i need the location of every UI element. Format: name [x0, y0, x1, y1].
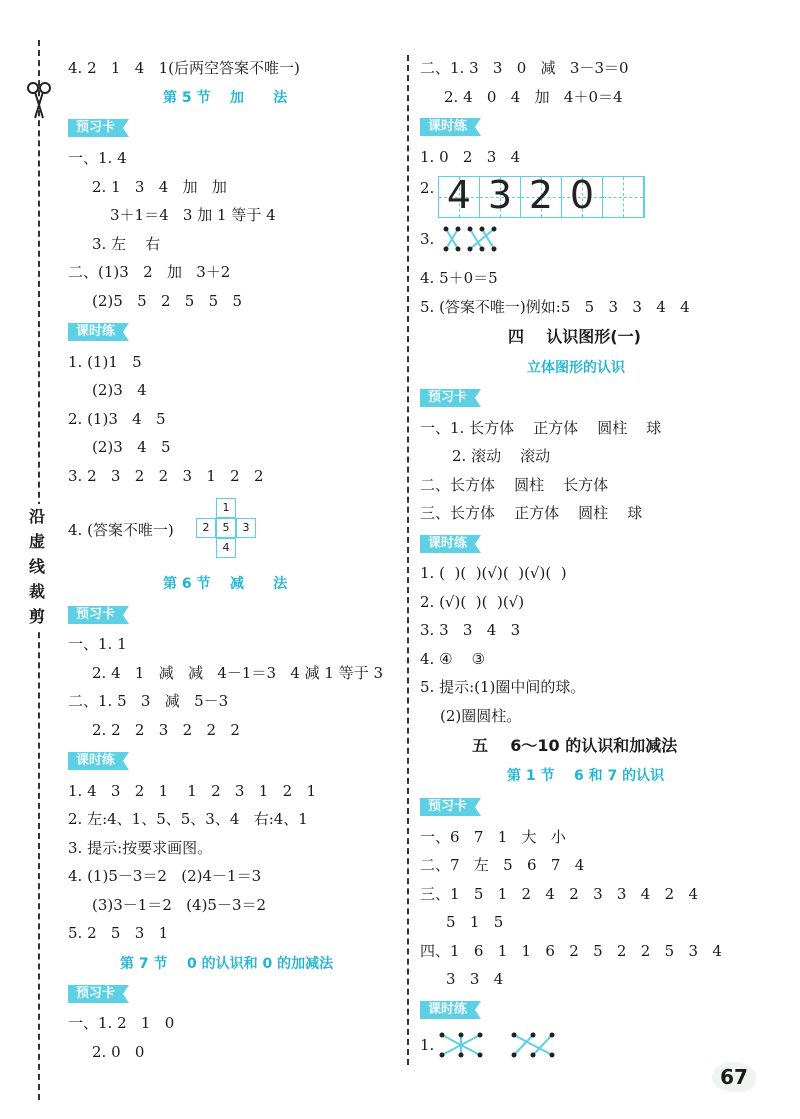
line: 三、1 5 1 2 4 2 3 3 4 2 4: [420, 885, 699, 903]
cut-char: 线: [28, 557, 45, 576]
handwritten-digit: 3: [487, 173, 513, 217]
line: 2. 滚动 滚动: [452, 447, 551, 465]
unit-title: 四 认识图形(一): [508, 327, 641, 346]
line: 2. 4 0 4 加 4＋0＝4: [444, 88, 623, 106]
line: 4. 5＋0＝5: [420, 269, 498, 287]
line: 2. 0 0: [92, 1043, 145, 1061]
line: 2.: [420, 179, 435, 197]
line: 5. 2 5 3 1: [68, 924, 169, 942]
line: 二、1. 3 3 0 减 3－3＝0: [420, 59, 629, 77]
line: 一、1. 1: [68, 635, 127, 653]
line: (3)3－1＝2 (4)5－3＝2: [92, 896, 267, 914]
tianzige-cell: [520, 173, 562, 218]
line: 5. 提示:(1)圈中间的球。: [420, 678, 586, 696]
handwritten-digit: 2: [528, 173, 554, 217]
grid-cell: 5: [216, 518, 236, 538]
badge-preview: 预习卡: [420, 389, 481, 407]
grid-cell: 4: [216, 538, 236, 558]
line: 二、7 左 5 6 7 4: [420, 856, 585, 874]
line: 一、1. 4: [68, 149, 127, 167]
page-number: 67: [712, 1062, 756, 1092]
line: 4. 2 1 4 1(后两空答案不唯一): [68, 59, 300, 77]
section-title: 第 6 节 减 法: [163, 576, 288, 592]
grid-cell: 1: [216, 498, 236, 518]
line: 4. ④ ③: [420, 650, 486, 668]
line: 二、长方体 圆柱 长方体: [420, 476, 609, 494]
section-title: 第 1 节 6 和 7 的认识: [507, 768, 665, 784]
line: 1. ( )( )(√)( )(√)( ): [420, 564, 567, 582]
cut-char: 裁: [28, 582, 45, 601]
line: 二、1. 5 3 减 5－3: [68, 692, 229, 710]
badge-practice: 课时练: [420, 118, 481, 136]
badge-practice: 课时练: [68, 752, 129, 770]
line: 1.: [420, 1036, 435, 1054]
grid-cell: 3: [236, 518, 256, 538]
line: 5. (答案不唯一)例如:5 5 3 3 4 4: [420, 298, 690, 316]
line: 4. (答案不唯一): [68, 521, 174, 539]
handwritten-digit: 4: [446, 173, 472, 217]
line: (2)圈圆柱。: [440, 707, 522, 725]
dot-matching-diagram: [436, 1029, 560, 1061]
line: 二、(1)3 2 加 3＋2: [68, 263, 231, 281]
tianzige-cell: [602, 176, 644, 218]
section-title: 立体图形的认识: [527, 360, 625, 376]
line: 3. 3 3 4 3: [420, 621, 521, 639]
cut-char: 虚: [28, 532, 45, 551]
line: 2. 2 2 3 2 2 2: [92, 721, 240, 739]
line: 2. 1 3 4 加 加: [92, 178, 227, 196]
line: (2)3 4: [92, 381, 147, 399]
badge-practice: 课时练: [420, 535, 481, 553]
line: 3. 提示:按要求画图。: [68, 839, 213, 857]
badge-preview: 预习卡: [420, 798, 481, 816]
line: 1. 0 2 3 4: [420, 148, 521, 166]
line: 1. 4 3 2 1 1 2 3 1 2 1: [68, 782, 317, 800]
grid-cell: 2: [196, 518, 216, 538]
unit-title: 五 6～10 的认识和加减法: [472, 736, 678, 755]
line: 3 3 4: [446, 970, 504, 988]
line: 3＋1＝4 3 加 1 等于 4: [110, 206, 276, 224]
column-divider: [407, 55, 409, 1065]
line: 2. 左:4、1、5、5、3、4 右:4、1: [68, 810, 308, 828]
line: 5 1 5: [446, 913, 504, 931]
tianzige-cell: [643, 176, 645, 218]
section-title: 第 5 节 加 法: [163, 90, 288, 106]
line: (2)5 5 2 5 5 5: [92, 292, 243, 310]
cut-char: 沿: [28, 507, 45, 526]
badge-practice: 课时练: [68, 323, 129, 341]
line: 1. (1)1 5: [68, 353, 142, 371]
tianzige-cell: [561, 173, 603, 218]
scissors-icon: [26, 80, 52, 120]
line: 2. (√)( )( )(√): [420, 593, 525, 611]
line: 3.: [420, 230, 435, 248]
cut-label: [26, 504, 52, 629]
line: 一、1. 长方体 正方体 圆柱 球: [420, 419, 662, 437]
tianzige-cell: [479, 173, 521, 218]
line: 三、长方体 正方体 圆柱 球: [420, 504, 643, 522]
handwritten-digit: 0: [569, 173, 595, 217]
line: 2. (1)3 4 5: [68, 410, 166, 428]
line: (2)3 4 5: [92, 438, 171, 456]
badge-preview: 预习卡: [68, 985, 129, 1003]
tianzige-cell: [438, 173, 480, 218]
line: 一、6 7 1 大 小: [420, 828, 566, 846]
line: 3. 左 右: [92, 235, 161, 253]
line: 四、1 6 1 1 6 2 5 2 2 5 3 4: [420, 942, 722, 960]
line: 2. 4 1 减 减 4－1＝3 4 减 1 等于 3: [92, 664, 384, 682]
badge-preview: 预习卡: [68, 119, 129, 137]
cut-char: 剪: [28, 607, 45, 626]
badge-practice: 课时练: [420, 1001, 481, 1019]
line: 4. (1)5－3＝2 (2)4－1＝3: [68, 867, 262, 885]
badge-preview: 预习卡: [68, 606, 129, 624]
dot-matching-diagram: [440, 223, 502, 255]
line: 3. 2 3 2 2 3 1 2 2: [68, 467, 264, 485]
line: 一、1. 2 1 0: [68, 1014, 175, 1032]
section-title: 第 7 节 0 的认识和 0 的加减法: [120, 956, 334, 972]
